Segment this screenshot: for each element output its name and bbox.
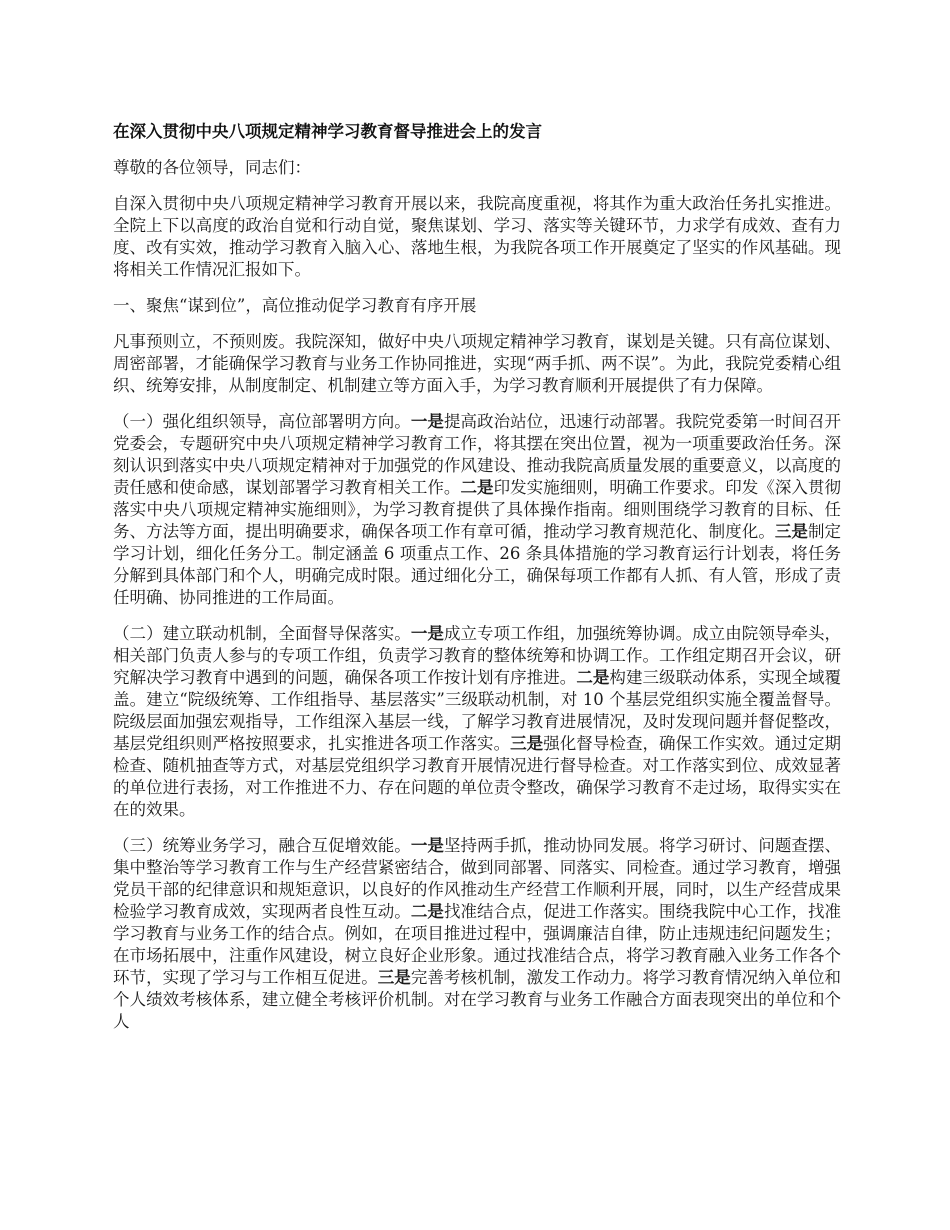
section-1-body: 凡事预则立，不预则废。我院深知，做好中央八项规定精神学习教育，谋划是关键。只有高位谋划、周密部署，才能确保学习教育与业务工作协同推进，实现“两手抓、两不误”。为此，我院党委精心组织、统筹安排，从制度制定、机制建立等方面入手，为学习教育顺利开展提供了有力保障。 xyxy=(113,332,841,395)
point-1-label: 一是 xyxy=(410,836,444,855)
point-3-text: 完善考核机制，激发工作动力。将学习教育情况纳入单位和个人绩效考核体系，建立健全考核评价机制。对在学习教育与业务工作融合方面表现突出的单位和个人 xyxy=(113,968,842,1031)
document-title: 在深入贯彻中央八项规定精神学习教育督导推进会上的发言 xyxy=(113,122,542,141)
point-3-text: 制定学习计划，细化任务分工。制定涵盖 6 项重点工作、26 条具体措施的学习教育运行计划表，将任务分解到具体部门和个人，明确完成时限。通过细化分工，确保每项工作都有人抓、有人管，形成了责任明确、协同推进的工作局面。 xyxy=(113,522,842,607)
point-1-text: 提高政治站位，迅速行动部署。我院党委第一时间召开党委会，专题研究中央八项规定精神学习教育工作，将其摆在突出位置，视为一项重要政治任务。深刻认识到落实中央八项规定精神对于加强党的作风建设、推动我院高质量发展的重要意义，以高度的责任感和使命感，谋划部署学习教育相关工作。 xyxy=(113,412,842,497)
subsection-1-paragraph xyxy=(113,411,841,609)
point-3-label: 三是 xyxy=(774,522,808,541)
point-2-label: 二是 xyxy=(460,478,494,497)
point-2-text: 构建三级联动体系，实现全域覆盖。建立“院级统筹、工作组指导、基层落实”三级联动机制，对 10 个基层党组织实施全覆盖督导。院级层面加强宏观指导，工作组深入基层一线，了解学习教育进展情况，及时发现问题并督促整改，基层党组织则严格按照要求，扎实推进各项工作落实。 xyxy=(113,668,842,753)
subsection-3-heading: （三）统筹业务学习，融合互促增效能。 xyxy=(113,836,411,855)
point-1-text: 坚持两手抓，推动协同发展。将学习研讨、问题查摆、集中整治等学习教育工作与生产经营紧密结合，做到同部署、同落实、同检查。通过学习教育，增强党员干部的纪律意识和规矩意识，以良好的作风推动生产经营工作顺利开展，同时，以生产经营成果检验学习教育成效，实现两者良性互动。 xyxy=(113,836,842,921)
section-1-heading: 一、聚焦“谋到位”，高位推动促学习教育有序开展 xyxy=(113,296,477,315)
point-2-text: 找准结合点，促进工作落实。围绕我院中心工作，找准学习教育与业务工作的结合点。例如，在项目推进过程中，强调廉洁自律，防止违规违纪问题发生；在市场拓展中，注重作风建设，树立良好企业形象。通过找准结合点，将学习教育融入业务工作各个环节，实现了学习与工作相互促进。 xyxy=(113,902,842,987)
point-1-label: 一是 xyxy=(410,412,444,431)
point-3-label: 三是 xyxy=(377,968,411,987)
point-3-label: 三是 xyxy=(510,734,544,753)
point-2-label: 二是 xyxy=(576,668,610,687)
intro-paragraph: 自深入贯彻中央八项规定精神学习教育开展以来，我院高度重视，将其作为重大政治任务扎实推进。全院上下以高度的政治自觉和行动自觉，聚焦谋划、学习、落实等关键环节，力求学有成效、查有力度、改有实效，推动学习教育入脑入心、落地生根，为我院各项工作开展奠定了坚实的作风基础。现将相关工作情况汇报如下。 xyxy=(113,194,841,279)
subsection-1-heading: （一）强化组织领导，高位部署明方向。 xyxy=(113,412,411,431)
greeting: 尊敬的各位领导，同志们： xyxy=(113,158,311,177)
point-2-text: 印发实施细则，明确工作要求。印发《深入贯彻落实中央八项规定精神实施细则》，为学习教育提供了具体操作指南。细则围绕学习教育的目标、任务、方法等方面，提出明确要求，确保各项工作有章可循，推动学习教育规范化、制度化。 xyxy=(113,478,842,541)
subsection-2-heading: （二）建立联动机制，全面督导保落实。 xyxy=(113,624,411,643)
point-3-text: 强化督导检查，确保工作实效。通过定期检查、随机抽查等方式，对基层党组织学习教育开展情况进行督导检查。对工作落实到位、成效显著的单位进行表扬，对工作推进不力、存在问题的单位责令整改，确保学习教育不走过场，取得实实在在的效果。 xyxy=(113,734,842,819)
point-2-label: 二是 xyxy=(410,902,444,921)
point-1-label: 一是 xyxy=(410,624,444,643)
subsection-3-paragraph xyxy=(113,835,841,1033)
point-1-text: 成立专项工作组，加强统筹协调。成立由院领导牵头，相关部门负责人参与的专项工作组，负责学习教育的整体统筹和协调工作。工作组定期召开会议，研究解决学习教育中遇到的问题，确保各项工作按计划有序推进。 xyxy=(113,624,842,687)
subsection-2-paragraph xyxy=(113,623,841,821)
document-page xyxy=(113,121,841,1047)
